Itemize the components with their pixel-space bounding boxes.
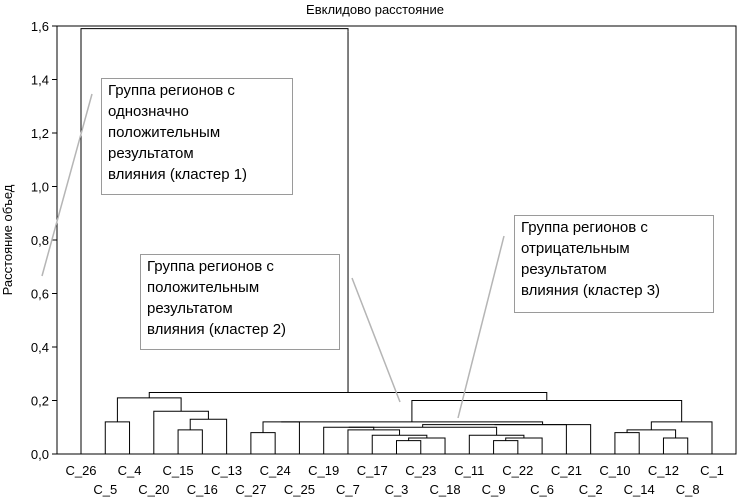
leaf-label: C_4 xyxy=(117,463,142,478)
leaf-label: C_10 xyxy=(599,463,631,478)
leaf-label: C_7 xyxy=(336,482,360,497)
leaf-label: C_8 xyxy=(675,482,700,497)
dendrogram-link xyxy=(178,430,202,454)
leaf-label: C_5 xyxy=(93,482,118,497)
leaf-label: C_18 xyxy=(429,482,461,497)
dendrogram-link xyxy=(263,422,299,454)
leaf-label: C_16 xyxy=(186,482,218,497)
dendrogram-link xyxy=(423,425,567,454)
y-tick-label: 0,2 xyxy=(30,393,49,409)
dendrogram-link xyxy=(663,438,687,454)
y-tick-label: 0,0 xyxy=(30,447,49,462)
y-tick-label: 1,4 xyxy=(30,72,49,88)
leaf-label: C_1 xyxy=(700,463,724,478)
leaf-label: C_3 xyxy=(384,482,409,497)
dendrogram-link xyxy=(348,430,400,454)
leaf-label: C_11 xyxy=(454,463,485,478)
leaf-label: C_14 xyxy=(623,482,655,497)
y-tick-label: 0,4 xyxy=(30,340,49,355)
annotation-cluster-1: Группа регионов с однозначно положительным результатом влияния (кластер 1) xyxy=(101,78,293,195)
leaf-label: C_19 xyxy=(308,463,340,478)
annotation-cluster-3: Группа регионов с отрицательным результатом влияния (кластер 3) xyxy=(514,215,714,313)
leaf-label: C_13 xyxy=(211,463,243,478)
y-axis-label: Расстояние объед xyxy=(0,184,15,296)
annotation-cluster-2: Группа регионов с положительным результатом влияния (кластер 2) xyxy=(140,254,340,350)
dendrogram-link xyxy=(154,411,209,454)
leaf-label: C_15 xyxy=(162,463,194,478)
dendrogram-link xyxy=(615,433,639,454)
leaf-label: C_9 xyxy=(481,482,506,497)
y-tick-label: 0,8 xyxy=(30,233,49,248)
leaf-label: C_26 xyxy=(65,463,97,478)
dendrogram-link xyxy=(494,441,518,454)
chart-title: Евклидово расстояние xyxy=(306,2,444,17)
y-tick-label: 1,0 xyxy=(30,179,49,195)
leaf-label: C_6 xyxy=(530,482,555,497)
leaf-label: C_22 xyxy=(502,463,534,478)
dendrogram-link xyxy=(105,422,129,454)
y-axis-ticks xyxy=(31,19,57,462)
leaf-label: C_21 xyxy=(550,463,582,478)
leaf-label: C_24 xyxy=(259,463,291,478)
leaf-label: C_23 xyxy=(405,463,437,478)
leaf-labels xyxy=(65,463,723,497)
leaf-label: C_25 xyxy=(283,482,315,497)
dendrogram-link xyxy=(627,430,676,438)
dendrogram-link xyxy=(149,392,547,400)
leaf-label: C_2 xyxy=(578,482,603,497)
leaf-label: C_20 xyxy=(138,482,170,497)
dendrogram-link xyxy=(190,419,226,454)
leaf-label: C_27 xyxy=(235,482,267,497)
dendrogram-link xyxy=(349,427,497,435)
leaf-label: C_17 xyxy=(356,463,388,478)
annotation-pointer xyxy=(42,94,92,276)
y-tick-label: 0,6 xyxy=(30,286,49,302)
y-tick-label: 1,6 xyxy=(30,19,49,34)
y-tick-label: 1,2 xyxy=(30,126,49,141)
dendrogram-link xyxy=(117,398,181,422)
annotation-pointer xyxy=(458,236,504,418)
annotation-pointer xyxy=(352,278,400,402)
dendrogram-link xyxy=(251,433,275,454)
dendrogram-link xyxy=(324,427,374,454)
dendrogram-link xyxy=(412,401,682,422)
leaf-label: C_12 xyxy=(647,463,680,478)
dendrogram-link xyxy=(397,441,421,454)
